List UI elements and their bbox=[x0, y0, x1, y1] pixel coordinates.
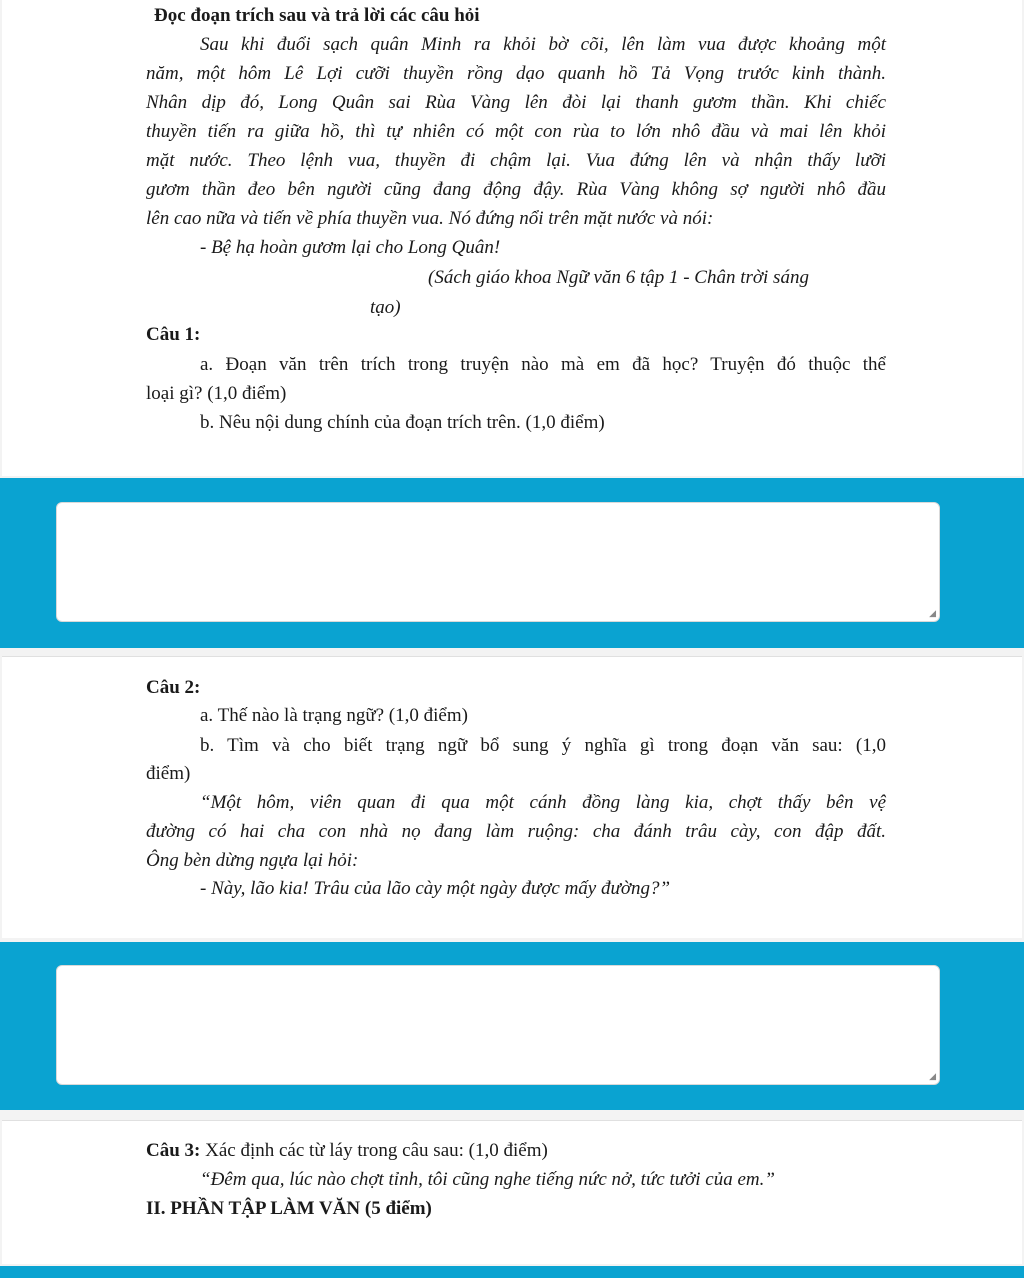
question-1a: a. Đoạn văn trên trích trong truyện nào mà em đã học? Truyện đó thuộc thể bbox=[200, 354, 886, 375]
answer-band bbox=[0, 1266, 1024, 1278]
passage-line: Ông bèn dừng ngựa lại hỏi: bbox=[146, 850, 359, 871]
passage-line: gươm thần đeo bên người cũng đang động đậy. Rùa Vàng không sợ người nhô đầu bbox=[146, 179, 886, 200]
question-2a: a. Thế nào là trạng ngữ? (1,0 điểm) bbox=[200, 705, 468, 726]
section-heading: Đọc đoạn trích sau và trả lời các câu hỏi bbox=[154, 5, 480, 26]
question-3-text: Xác định các từ láy trong câu sau: (1,0 điểm) bbox=[200, 1140, 548, 1161]
question-2b-cont: điểm) bbox=[146, 763, 191, 784]
source-citation: (Sách giáo khoa Ngữ văn 6 tập 1 - Chân trời sáng bbox=[428, 267, 809, 288]
part-heading: II. PHẦN TẬP LÀM VĂN (5 điểm) bbox=[146, 1198, 432, 1219]
answer-input-1[interactable] bbox=[56, 502, 940, 622]
source-citation-cont: tạo) bbox=[370, 297, 401, 318]
passage-line: “Một hôm, viên quan đi qua một cánh đồng làng kia, chợt thấy bên vệ bbox=[200, 792, 886, 813]
passage-dialogue: - Này, lão kia! Trâu của lão cày một ngày được mấy đường?” bbox=[200, 878, 671, 899]
passage-dialogue: - Bệ hạ hoàn gươm lại cho Long Quân! bbox=[200, 237, 501, 258]
question-3-label: Câu 3: bbox=[146, 1140, 201, 1161]
passage-line: lên cao nữa và tiến về phía thuyền vua. Nó đứng nổi trên mặt nước và nói: bbox=[146, 208, 714, 229]
question-1b: b. Nêu nội dung chính của đoạn trích trên. (1,0 điểm) bbox=[200, 412, 605, 433]
resize-handle-icon[interactable]: ◢ bbox=[929, 1072, 936, 1082]
question-2-title: Câu 2: bbox=[146, 677, 201, 698]
answer-input-2[interactable] bbox=[56, 965, 940, 1085]
quote-line: “Đêm qua, lúc nào chợt tỉnh, tôi cũng nghe tiếng nức nở, tức tưởi của em.” bbox=[200, 1169, 775, 1190]
question-1a-cont: loại gì? (1,0 điểm) bbox=[146, 383, 287, 404]
passage-line: thuyền tiến ra giữa hồ, thì tự nhiên có một con rùa to lớn nhô đầu và mai lên khỏi bbox=[146, 121, 886, 142]
question-3 bbox=[146, 1139, 886, 1163]
passage-line: Sau khi đuổi sạch quân Minh ra khỏi bờ cõi, lên làm vua được khoảng một bbox=[200, 34, 886, 55]
question-1-title: Câu 1: bbox=[146, 324, 201, 345]
passage-line: Nhân dịp đó, Long Quân sai Rùa Vàng lên đòi lại thanh gươm thần. Khi chiếc bbox=[146, 92, 886, 113]
question-2b: b. Tìm và cho biết trạng ngữ bổ sung ý nghĩa gì trong đoạn văn sau: (1,0 bbox=[200, 735, 886, 756]
resize-handle-icon[interactable]: ◢ bbox=[929, 609, 936, 619]
passage-line: đường có hai cha con nhà nọ đang làm ruộng: cha đánh trâu cày, con đập đất. bbox=[146, 821, 886, 842]
passage-line: mặt nước. Theo lệnh vua, thuyền đi chậm lại. Vua đứng lên và nhận thấy lưỡi bbox=[146, 150, 886, 171]
passage-line: năm, một hôm Lê Lợi cưỡi thuyền rồng dạo quanh hồ Tả Vọng trước kinh thành. bbox=[146, 63, 886, 84]
